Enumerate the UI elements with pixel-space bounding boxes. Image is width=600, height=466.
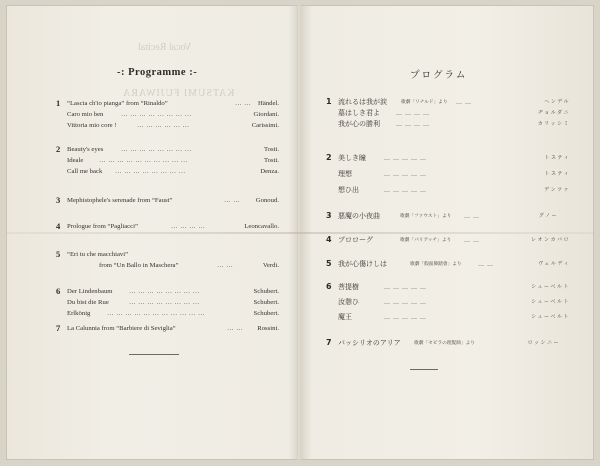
composer-name: ロッシニー <box>527 340 560 346</box>
leader-dots: ………… <box>171 223 208 230</box>
composer-name: トスティ <box>544 171 570 177</box>
song-title: 我が心の勝利 <box>338 120 380 128</box>
divider-rule <box>129 354 179 355</box>
programme-line <box>67 260 279 271</box>
composer-name: シューベルト <box>531 284 570 290</box>
leader-dots: …… <box>464 237 482 244</box>
opera-note: 歌劇「假面舞踏會」より <box>410 262 462 267</box>
composer-name: Carissimi. <box>251 122 279 129</box>
song-title: バッシリオのアリア <box>338 339 401 347</box>
composer-name: レオンカバロ <box>530 237 570 243</box>
leader-dots: ……………… <box>137 122 192 129</box>
program-line <box>338 185 570 196</box>
item-number: 4 <box>326 235 332 244</box>
item-number: 6 <box>56 286 61 296</box>
horizontal-crease <box>6 232 594 234</box>
program-line <box>338 259 570 270</box>
opera-note: 歌劇「パリアッチ」より <box>400 238 452 243</box>
program-line <box>338 312 570 323</box>
song-title: from “Un Ballo in Maschera” <box>99 262 179 269</box>
program-heading-japanese: プログラム <box>410 70 468 81</box>
leader-dots: …………………………… <box>107 310 207 317</box>
song-title: La Calunnia from “Barbiere di Seviglia” <box>67 325 176 332</box>
programme-line <box>67 323 279 334</box>
composer-name: シューベルト <box>531 299 570 305</box>
composer-name: Tosti. <box>264 157 279 164</box>
leader-dots: …… <box>478 261 496 268</box>
leader-dots: ………… <box>396 121 432 128</box>
leader-dots: …… <box>217 262 236 269</box>
song-title: 想ひ出 <box>338 186 359 194</box>
item-number: 5 <box>56 249 61 259</box>
programme-line <box>67 109 279 120</box>
programme-line <box>67 155 279 166</box>
leader-dots: …………………… <box>129 299 202 306</box>
composer-name: Leoncavallo. <box>244 223 279 230</box>
song-title: Ideale <box>67 157 84 164</box>
item-number: 3 <box>56 195 61 205</box>
song-title: 流れるは我が涙 <box>338 98 387 106</box>
programme-line <box>67 98 279 109</box>
item-number: 4 <box>56 221 61 231</box>
program-line <box>338 153 570 164</box>
leader-dots: …… <box>464 213 482 220</box>
leader-dots: …… <box>224 197 243 204</box>
program-line <box>338 211 570 222</box>
composer-name: Denza. <box>260 168 279 175</box>
program-line <box>338 97 570 108</box>
item-number: 7 <box>56 323 61 333</box>
composer-name: Tosti. <box>264 146 279 153</box>
song-title: “Lascia ch'io pianga” from “Rinaldo” <box>67 100 168 107</box>
bleed-through-text-2: KATSUMI FUJIWARA <box>122 88 235 99</box>
composer-name: デンツァ <box>544 187 570 193</box>
program-line <box>338 235 570 246</box>
item-number: 3 <box>326 211 332 220</box>
song-title: Du bist die Rue <box>67 299 109 306</box>
song-title: 理想 <box>338 170 352 178</box>
programme-line <box>67 166 279 177</box>
song-title: 墓はしき君よ <box>338 109 380 117</box>
leader-dots: …………… <box>384 314 429 321</box>
item-number: 2 <box>56 144 61 154</box>
composer-name: シューベルト <box>531 314 570 320</box>
leader-dots: …………… <box>384 284 429 291</box>
song-title: 汝憩ひ <box>338 298 359 306</box>
opera-note: 歌劇「セビラの理髪師」より <box>414 341 475 346</box>
song-title: 魔王 <box>338 313 352 321</box>
composer-name: ヂョルダニ <box>537 110 570 116</box>
programme-line <box>67 144 279 155</box>
composer-name: カリッシミ <box>537 121 570 127</box>
song-title: Erlkönig <box>67 310 91 317</box>
program-line <box>338 338 570 349</box>
program-line <box>338 119 570 130</box>
item-number: 6 <box>326 282 332 291</box>
composer-name: Schubert. <box>253 288 279 295</box>
song-title: 菩提樹 <box>338 283 359 291</box>
programme-line <box>67 221 279 232</box>
composer-name: Schubert. <box>253 299 279 306</box>
programme-line <box>67 249 279 260</box>
song-title: Beauty's eyes <box>67 146 104 153</box>
leader-dots: ………………………… <box>99 157 190 164</box>
item-number: 5 <box>326 259 332 268</box>
item-number: 2 <box>326 153 332 162</box>
song-title: Prologue from “Pagliacci” <box>67 223 138 230</box>
song-title: 我が心傷けしは <box>338 260 387 268</box>
leader-dots: ………… <box>396 110 432 117</box>
song-title: Mephistophele's serenade from “Faust” <box>67 197 173 204</box>
leader-dots: …… <box>227 325 246 332</box>
programme-line <box>67 195 279 206</box>
leader-dots: …………… <box>384 171 429 178</box>
opera-note: 歌劇「ファウスト」より <box>400 214 452 219</box>
composer-name: Gonoud. <box>255 197 279 204</box>
leader-dots: …… <box>456 99 474 106</box>
composer-name: ヘンデル <box>544 99 570 105</box>
song-title: Call me back <box>67 168 103 175</box>
item-number: 7 <box>326 338 332 347</box>
composer-name: Rossini. <box>257 325 279 332</box>
song-title: Der Lindenbaum <box>67 288 113 295</box>
song-title: Caro mio ben <box>67 111 104 118</box>
composer-name: グノー <box>538 213 558 219</box>
leader-dots: …………… <box>384 155 429 162</box>
programme-line <box>67 308 279 319</box>
song-title: “Eri tu che macchiavi” <box>67 251 129 258</box>
composer-name: ヴェルディ <box>538 261 570 267</box>
leader-dots: …………………… <box>115 168 188 175</box>
program-line <box>338 282 570 293</box>
programme-line <box>67 297 279 308</box>
leader-dots: …………………… <box>121 146 194 153</box>
composer-name: トスティ <box>544 155 570 161</box>
composer-name: Schubert. <box>253 310 279 317</box>
song-title: Vittoria mio core ! <box>67 122 117 129</box>
programme-line <box>67 286 279 297</box>
item-number: 1 <box>326 97 332 106</box>
program-line <box>338 169 570 180</box>
program-line <box>338 108 570 119</box>
song-title: 悪魔の小夜曲 <box>338 212 380 220</box>
composer-name: Verdi. <box>262 262 279 269</box>
leader-dots: …………………… <box>121 111 194 118</box>
divider-rule <box>410 369 438 370</box>
opera-note: 歌劇「リナルド」より <box>401 100 448 105</box>
song-title: プロローグ <box>338 236 373 244</box>
item-number: 1 <box>56 98 61 108</box>
leader-dots: …………… <box>384 299 429 306</box>
programme-heading: -: Programme :- <box>117 67 198 78</box>
composer-name: Händel. <box>258 100 279 107</box>
leader-dots: …… <box>235 100 254 107</box>
composer-name: Giordani. <box>253 111 279 118</box>
program-line <box>338 297 570 308</box>
leader-dots: …………… <box>384 187 429 194</box>
bleed-through-text-1: Vocal Recital <box>138 42 192 53</box>
programme-line <box>67 120 279 131</box>
song-title: 美しき瞳 <box>338 154 366 162</box>
leader-dots: …………………… <box>129 288 202 295</box>
